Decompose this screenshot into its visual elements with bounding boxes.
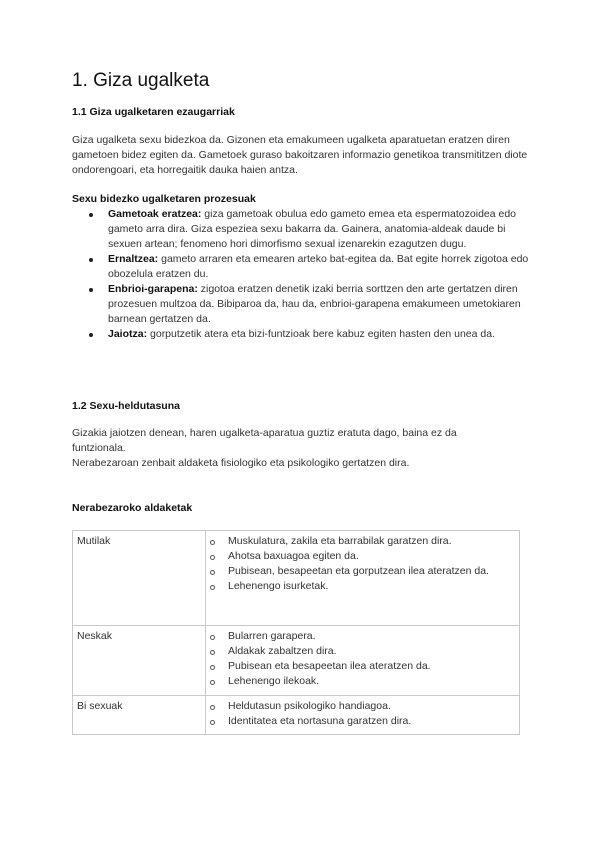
circle-bullet-icon bbox=[210, 635, 215, 640]
change-text: Identitatea eta nortasuna garatzen dira. bbox=[228, 715, 412, 727]
maturity-paragraph-2: Nerabezaroan zenbait aldaketa fisiologiko eta psikologiko gertatzen dira. bbox=[72, 457, 410, 469]
table-heading: Nerabezaroko aldaketak bbox=[72, 502, 193, 514]
process-text: giza gametoak obulua edo gameto emea eta espermatozoidea edo gameto arra dira. Giza espeziea sexu bakarra da. Gainera, anatomia-aldeak daude bi sexuen artean; fenomeno hori dimorfismo sexual izenarekin ezagutzen dugu. bbox=[108, 208, 517, 250]
change-text: Ahotsa baxuagoa egiten da. bbox=[228, 550, 359, 562]
list-item bbox=[89, 327, 535, 342]
maturity-paragraph-1: Gizakia jaiotzen denean, haren ugalketa-aparatua guztiz eratuta dago, baina ez da funtzionala. bbox=[72, 427, 457, 454]
circle-bullet-icon bbox=[210, 555, 215, 560]
change-text: Heldutasun psikologiko handiagoa. bbox=[228, 700, 391, 712]
circle-bullet-icon bbox=[210, 720, 215, 725]
bullet-icon bbox=[89, 213, 93, 217]
change-text: Lehenengo ilekoak. bbox=[228, 675, 320, 687]
changes-list bbox=[210, 534, 515, 594]
table-row bbox=[73, 696, 520, 735]
list-item bbox=[89, 252, 535, 282]
list-item bbox=[210, 644, 515, 659]
table-row bbox=[73, 626, 520, 696]
process-term: Ernaltzea: bbox=[108, 253, 159, 265]
changes-table bbox=[72, 530, 520, 735]
process-heading: Sexu bidezko ugalketaren prozesuak bbox=[72, 193, 256, 205]
list-item bbox=[210, 674, 515, 689]
group-cell: Mutilak bbox=[73, 531, 206, 626]
group-cell: Bi sexuak bbox=[73, 696, 206, 735]
process-text: zigotoa eratzen denetik izaki berria sorttzen den arte gertatzen diren prozesuen multzoa da. Bibiparoa da, hau da, enbrioi-garapena emakumeen umetokiaren barnean gertatzen da. bbox=[108, 283, 521, 325]
list-item bbox=[210, 534, 515, 549]
intro-paragraph: Giza ugalketa sexu bidezkoa da. Gizonen eta emakumeen ugalketa aparatuetan eratzen diren gametoen bidez egiten da. Gametoek guraso bakoitzaren informazio genetikoa transmititzen diote ondorengoari, eta horregaitik dauka haien antza. bbox=[72, 134, 528, 176]
changes-list bbox=[210, 699, 515, 729]
change-text: Pubisean eta besapeetan ilea ateratzen da. bbox=[228, 660, 431, 672]
list-item bbox=[89, 282, 535, 327]
process-list bbox=[89, 207, 535, 342]
list-item bbox=[210, 564, 515, 579]
circle-bullet-icon bbox=[210, 540, 215, 545]
change-text: Pubisean, besapeetan eta gorputzean ilea ateratzen da. bbox=[228, 565, 489, 577]
change-text: Muskulatura, zakila eta barrabilak garatzen dira. bbox=[228, 535, 452, 547]
process-term: Gametoak eratzea: bbox=[108, 208, 202, 220]
process-term: Enbrioi-garapena: bbox=[108, 283, 198, 295]
bullet-icon bbox=[89, 333, 93, 337]
list-item bbox=[210, 714, 515, 729]
page-title: 1. Giza ugalketa bbox=[72, 70, 210, 91]
list-item bbox=[210, 549, 515, 564]
changes-list bbox=[210, 629, 515, 689]
list-item bbox=[210, 699, 515, 714]
list-item bbox=[89, 207, 535, 252]
change-text: Aldakak zabaltzen dira. bbox=[228, 645, 337, 657]
list-item bbox=[210, 629, 515, 644]
section-heading-1-1: 1.1 Giza ugalketaren ezaugarriak bbox=[72, 106, 235, 118]
changes-cell bbox=[206, 696, 520, 735]
list-item bbox=[210, 659, 515, 674]
bullet-icon bbox=[89, 258, 93, 262]
section-heading-1-2: 1.2 Sexu-heldutasuna bbox=[72, 400, 180, 412]
circle-bullet-icon bbox=[210, 680, 215, 685]
group-cell: Neskak bbox=[73, 626, 206, 696]
process-text: gameto arraren eta emearen arteko bat-egitea da. Bat egite horrek zigotoa edo obozelula eratzen du. bbox=[108, 253, 529, 280]
circle-bullet-icon bbox=[210, 665, 215, 670]
changes-cell bbox=[206, 626, 520, 696]
circle-bullet-icon bbox=[210, 705, 215, 710]
bullet-icon bbox=[89, 288, 93, 292]
circle-bullet-icon bbox=[210, 585, 215, 590]
list-item bbox=[210, 579, 515, 594]
change-text: Bularren garapera. bbox=[228, 630, 316, 642]
changes-cell bbox=[206, 531, 520, 626]
circle-bullet-icon bbox=[210, 650, 215, 655]
process-text: gorputzetik atera eta bizi-funtzioak bere kabuz egiten hasten den unea da. bbox=[147, 328, 495, 340]
table-row bbox=[73, 531, 520, 626]
circle-bullet-icon bbox=[210, 570, 215, 575]
process-term: Jaiotza: bbox=[108, 328, 148, 340]
change-text: Lehenengo isurketak. bbox=[228, 580, 329, 592]
